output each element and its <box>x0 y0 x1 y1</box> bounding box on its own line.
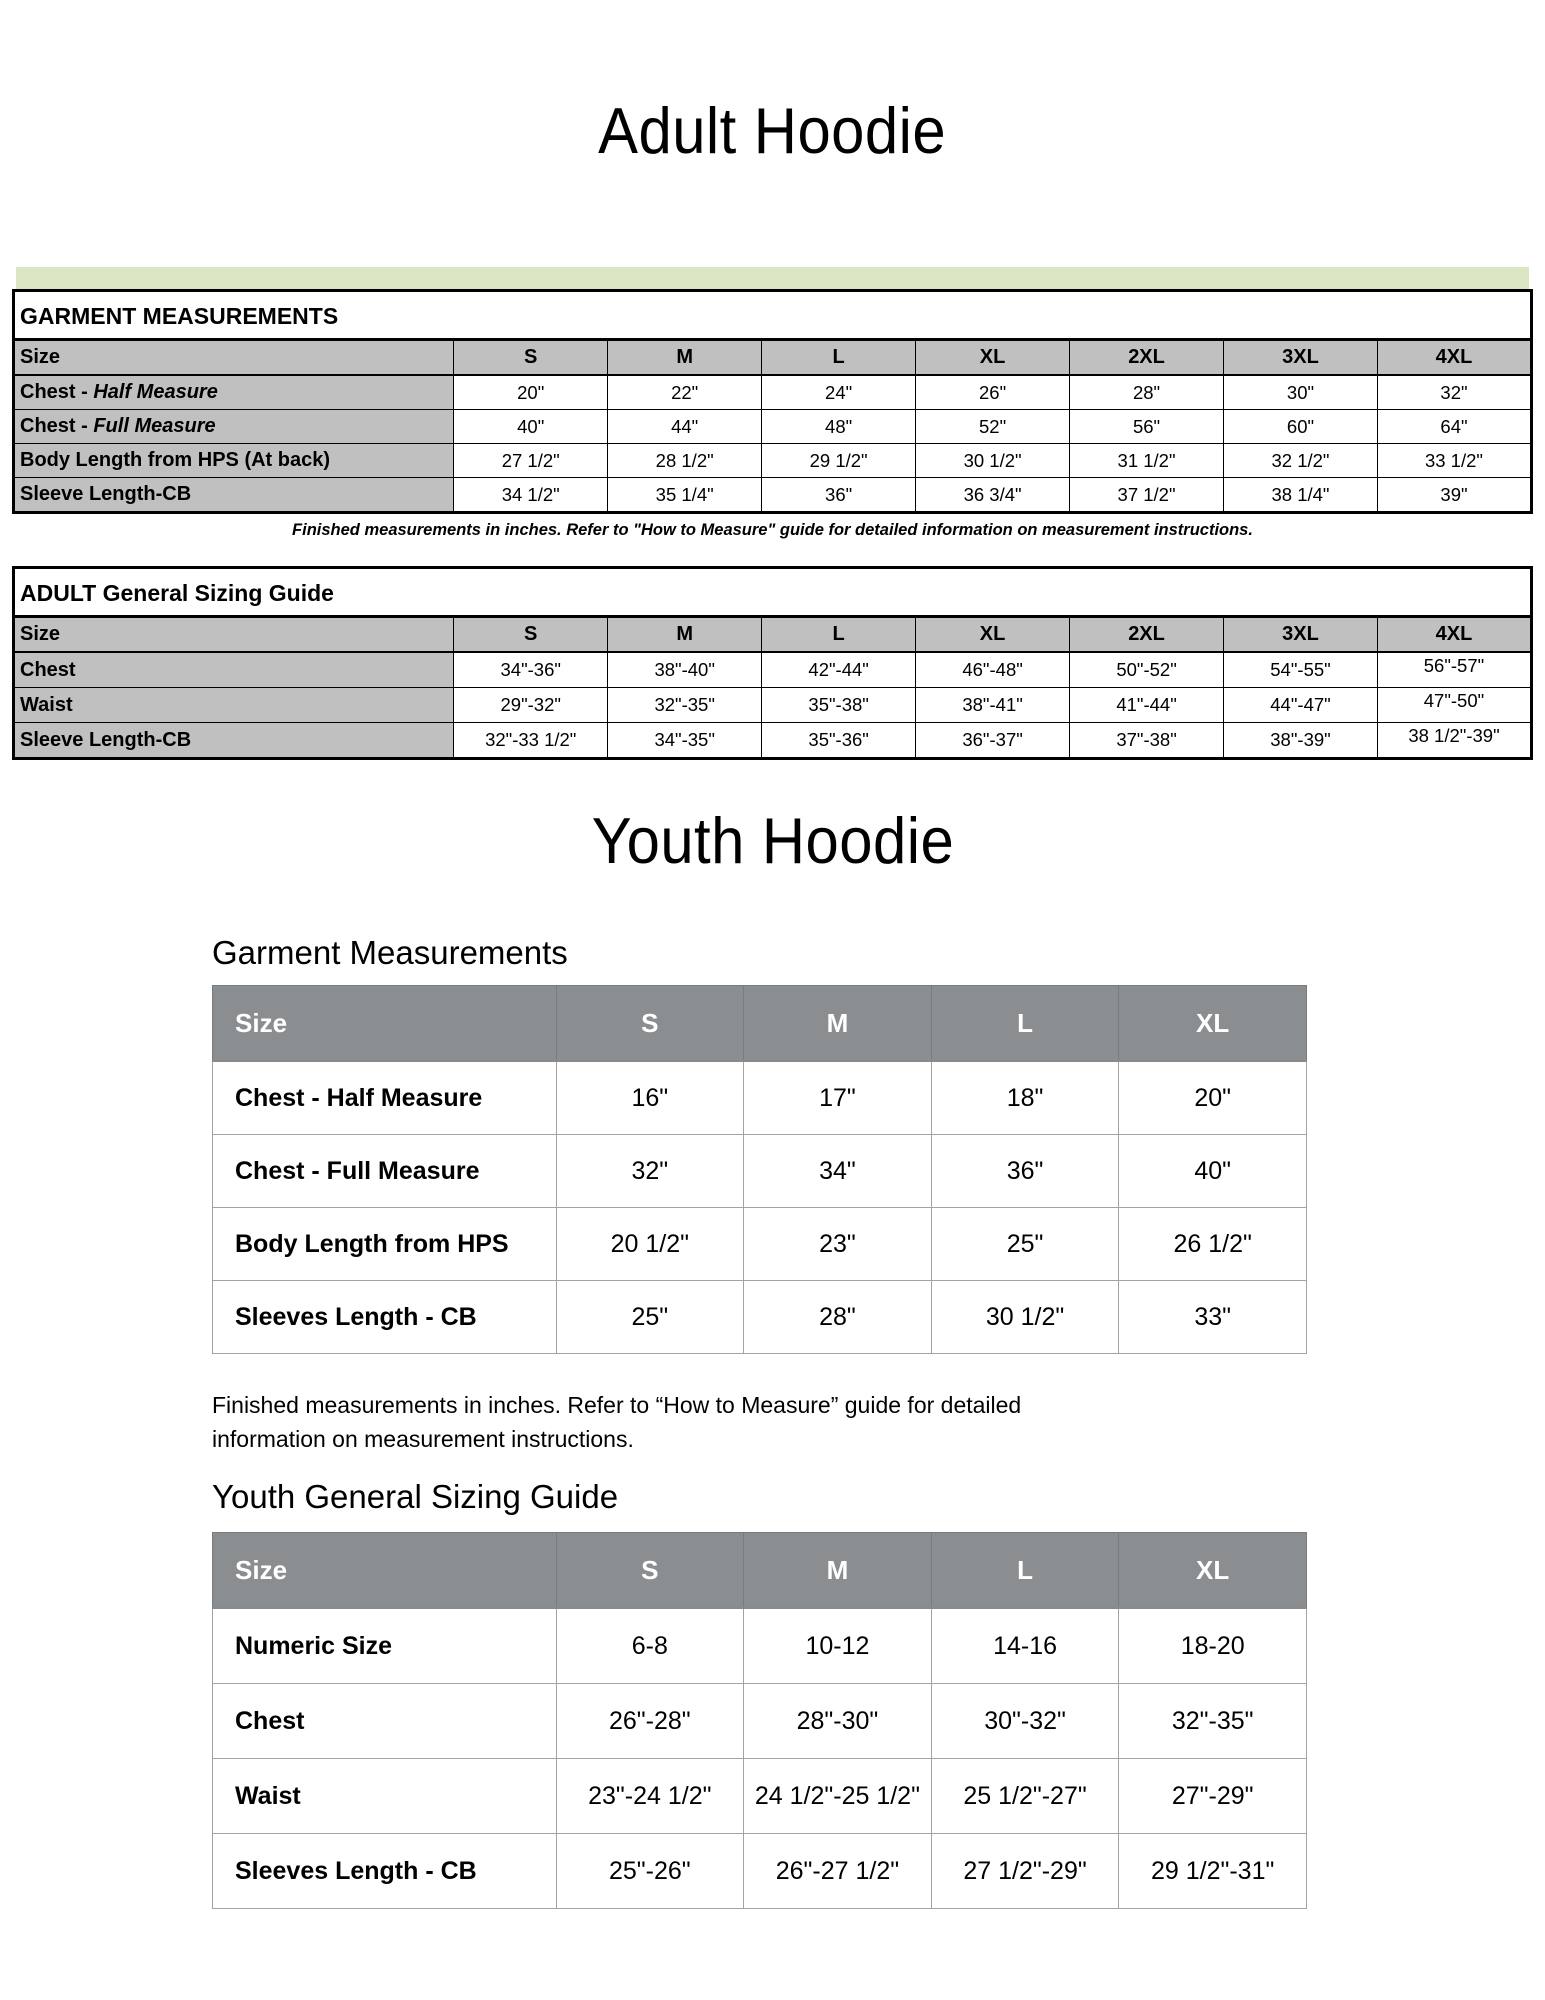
row-label-text: Sleeve Length-CB <box>20 728 192 751</box>
measurement-cell: 24 1/2"-25 1/2" <box>744 1759 932 1834</box>
measurement-cell: 16" <box>556 1061 744 1135</box>
table-row <box>213 1834 1307 1909</box>
measurement-cell: 30" <box>1224 375 1378 410</box>
row-label-cell <box>213 1759 557 1834</box>
measurement-cell: 32"-33 1/2" <box>454 723 608 759</box>
measurement-cell: 42"-44" <box>762 652 916 688</box>
measurement-cell: 56"-57" <box>1377 652 1531 688</box>
table-row <box>213 1759 1307 1834</box>
measurement-cell: 30 1/2" <box>916 444 1070 478</box>
measurement-cell: 41"-44" <box>1070 688 1224 723</box>
measurement-cell: 33" <box>1119 1281 1307 1354</box>
measurement-cell: 25" <box>931 1208 1119 1281</box>
row-label-text: Chest - Half Measure <box>235 1083 483 1112</box>
size-header-row <box>14 340 1532 376</box>
size-header-cell: XL <box>1119 1533 1307 1609</box>
size-header-label: Size <box>14 617 454 653</box>
measurement-cell: 23" <box>744 1208 932 1281</box>
measurement-cell: 26"-27 1/2" <box>744 1834 932 1909</box>
measurement-cell: 44" <box>608 410 762 444</box>
table-row <box>213 1684 1307 1759</box>
row-label-text: Chest <box>20 658 76 681</box>
measurement-cell: 64" <box>1377 410 1531 444</box>
measurement-cell: 25"-26" <box>556 1834 744 1909</box>
size-header-cell: S <box>556 1533 744 1609</box>
measurement-cell: 52" <box>916 410 1070 444</box>
row-label-prefix: Chest - <box>20 415 94 437</box>
row-label-text: Sleeves Length - CB <box>235 1856 477 1885</box>
table-title: GARMENT MEASUREMENTS <box>14 291 1532 340</box>
measurement-cell: 32 1/2" <box>1224 444 1378 478</box>
row-label-text: Body Length from HPS (At back) <box>20 449 331 471</box>
size-header-cell: S <box>556 986 744 1062</box>
row-label-cell <box>213 1834 557 1909</box>
measurement-cell: 30"-32" <box>931 1684 1119 1759</box>
table-title: ADULT General Sizing Guide <box>14 568 1532 617</box>
measurement-cell: 28"-30" <box>744 1684 932 1759</box>
measurement-cell: 36" <box>931 1135 1119 1208</box>
measurement-cell: 28 1/2" <box>608 444 762 478</box>
measurement-cell: 38"-39" <box>1224 723 1378 759</box>
measurement-cell: 35"-36" <box>762 723 916 759</box>
measurement-cell: 26 1/2" <box>1119 1208 1307 1281</box>
row-label-text: Sleeves Length - CB <box>235 1302 477 1331</box>
size-header-cell: S <box>454 617 608 653</box>
measurement-cell: 32"-35" <box>608 688 762 723</box>
measurement-cell: 32"-35" <box>1119 1684 1307 1759</box>
measurement-cell: 24" <box>762 375 916 410</box>
table-row <box>14 652 1532 688</box>
row-label-text: Chest <box>235 1706 305 1735</box>
adult-garment-footnote: Finished measurements in inches. Refer to "How to Measure" guide for detailed information on measurement instructions. <box>292 521 1253 539</box>
table-row <box>213 1135 1307 1208</box>
measurement-cell: 32" <box>556 1135 744 1208</box>
measurement-cell: 28" <box>744 1281 932 1354</box>
measurement-cell: 29 1/2"-31" <box>1119 1834 1307 1909</box>
row-label-text: Numeric Size <box>235 1631 393 1660</box>
measurement-cell: 29 1/2" <box>762 444 916 478</box>
measurement-cell: 20" <box>1119 1061 1307 1135</box>
size-header-cell: M <box>744 986 932 1062</box>
table-row <box>14 688 1532 723</box>
row-label-cell <box>213 1281 557 1354</box>
youth-general-sizing-guide-heading: Youth General Sizing Guide <box>212 1478 619 1515</box>
size-header-cell: XL <box>1119 986 1307 1062</box>
row-label-text: Body Length from HPS <box>235 1229 509 1258</box>
measurement-cell: 39" <box>1377 478 1531 513</box>
size-header-label: Size <box>213 986 557 1062</box>
row-label-cell <box>213 1608 557 1684</box>
measurement-cell: 20 1/2" <box>556 1208 744 1281</box>
measurement-cell: 28" <box>1070 375 1224 410</box>
measurement-cell: 31 1/2" <box>1070 444 1224 478</box>
size-header-cell: L <box>931 1533 1119 1609</box>
row-label-cell <box>14 688 454 723</box>
measurement-cell: 20" <box>454 375 608 410</box>
measurement-cell: 34"-35" <box>608 723 762 759</box>
measurement-cell: 33 1/2" <box>1377 444 1531 478</box>
measurement-cell: 25 1/2"-27" <box>931 1759 1119 1834</box>
adult-hoodie-title <box>0 0 1545 170</box>
table-row <box>14 375 1532 410</box>
youth-hoodie-title <box>0 802 1545 880</box>
measurement-cell: 34"-36" <box>454 652 608 688</box>
measurement-cell: 10-12 <box>744 1608 932 1684</box>
size-header-cell: 3XL <box>1224 340 1378 376</box>
size-header-cell: L <box>762 340 916 376</box>
row-label-prefix: Chest - <box>20 381 94 403</box>
measurement-cell: 26" <box>916 375 1070 410</box>
table-row <box>213 1608 1307 1684</box>
measurement-cell: 18-20 <box>1119 1608 1307 1684</box>
row-label-text: Waist <box>20 693 73 716</box>
size-header-label: Size <box>14 340 454 376</box>
row-label-text: Chest - Full Measure <box>235 1156 480 1185</box>
size-header-row <box>213 986 1307 1062</box>
youth-hoodie-title-text: Youth Hoodie <box>591 804 954 877</box>
row-label-cell <box>213 1208 557 1281</box>
measurement-cell: 38 1/4" <box>1224 478 1378 513</box>
measurement-cell: 18" <box>931 1061 1119 1135</box>
row-label-italic: Full Measure <box>93 415 216 437</box>
row-label-cell <box>14 444 454 478</box>
size-header-cell: 4XL <box>1377 340 1531 376</box>
table-row <box>14 410 1532 444</box>
measurement-cell: 30 1/2" <box>931 1281 1119 1354</box>
size-header-cell: XL <box>916 617 1070 653</box>
row-label-cell <box>213 1061 557 1135</box>
size-header-cell: M <box>608 340 762 376</box>
measurement-cell: 40" <box>454 410 608 444</box>
measurement-cell: 38 1/2"-39" <box>1377 723 1531 759</box>
measurement-cell: 35"-38" <box>762 688 916 723</box>
table-row <box>14 478 1532 513</box>
row-label-cell <box>14 652 454 688</box>
size-header-cell: M <box>608 617 762 653</box>
row-label-cell <box>213 1135 557 1208</box>
measurement-cell: 27 1/2"-29" <box>931 1834 1119 1909</box>
measurement-cell: 6-8 <box>556 1608 744 1684</box>
row-label-cell <box>14 723 454 759</box>
measurement-cell: 37 1/2" <box>1070 478 1224 513</box>
measurement-cell: 38"-40" <box>608 652 762 688</box>
adult-general-sizing-guide-table <box>12 566 1533 760</box>
size-header-cell: XL <box>916 340 1070 376</box>
row-label-italic: Half Measure <box>93 381 218 403</box>
size-header-cell: L <box>762 617 916 653</box>
youth-garment-measurements-table <box>212 985 1307 1354</box>
row-label-cell <box>14 410 454 444</box>
adult-garment-measurements-table <box>12 289 1533 514</box>
measurement-cell: 47"-50" <box>1377 688 1531 723</box>
measurement-cell: 34" <box>744 1135 932 1208</box>
measurement-cell: 50"-52" <box>1070 652 1224 688</box>
row-label-cell <box>14 478 454 513</box>
size-header-cell: 2XL <box>1070 617 1224 653</box>
measurement-cell: 56" <box>1070 410 1224 444</box>
table-title-row <box>14 568 1532 617</box>
size-header-cell: 3XL <box>1224 617 1378 653</box>
measurement-cell: 38"-41" <box>916 688 1070 723</box>
green-divider-bar <box>16 267 1529 289</box>
measurement-cell: 26"-28" <box>556 1684 744 1759</box>
size-header-label: Size <box>213 1533 557 1609</box>
youth-garment-footnote: Finished measurements in inches. Refer to “How to Measure” guide for detailed information on measurement instructions. <box>212 1392 1022 1452</box>
adult-hoodie-title-text: Adult Hoodie <box>598 94 947 167</box>
youth-general-sizing-guide-table <box>212 1532 1307 1909</box>
size-header-cell: L <box>931 986 1119 1062</box>
table-row <box>213 1208 1307 1281</box>
measurement-cell: 17" <box>744 1061 932 1135</box>
measurement-cell: 29"-32" <box>454 688 608 723</box>
table-row <box>213 1281 1307 1354</box>
measurement-cell: 27"-29" <box>1119 1759 1307 1834</box>
size-header-row <box>213 1533 1307 1609</box>
youth-garment-measurements-heading: Garment Measurements <box>212 934 568 971</box>
row-label-cell <box>213 1684 557 1759</box>
size-header-row <box>14 617 1532 653</box>
measurement-cell: 48" <box>762 410 916 444</box>
measurement-cell: 36"-37" <box>916 723 1070 759</box>
size-header-cell: 4XL <box>1377 617 1531 653</box>
measurement-cell: 25" <box>556 1281 744 1354</box>
measurement-cell: 34 1/2" <box>454 478 608 513</box>
measurement-cell: 23"-24 1/2" <box>556 1759 744 1834</box>
measurement-cell: 22" <box>608 375 762 410</box>
measurement-cell: 46"-48" <box>916 652 1070 688</box>
measurement-cell: 14-16 <box>931 1608 1119 1684</box>
size-header-cell: S <box>454 340 608 376</box>
row-label-text: Sleeve Length-CB <box>20 483 192 505</box>
measurement-cell: 44"-47" <box>1224 688 1378 723</box>
measurement-cell: 54"-55" <box>1224 652 1378 688</box>
table-title-row <box>14 291 1532 340</box>
size-header-cell: M <box>744 1533 932 1609</box>
row-label-text: Waist <box>235 1781 301 1810</box>
measurement-cell: 27 1/2" <box>454 444 608 478</box>
measurement-cell: 60" <box>1224 410 1378 444</box>
table-row <box>14 444 1532 478</box>
measurement-cell: 36" <box>762 478 916 513</box>
measurement-cell: 32" <box>1377 375 1531 410</box>
measurement-cell: 35 1/4" <box>608 478 762 513</box>
measurement-cell: 40" <box>1119 1135 1307 1208</box>
measurement-cell: 36 3/4" <box>916 478 1070 513</box>
row-label-cell <box>14 375 454 410</box>
table-row <box>14 723 1532 759</box>
table-row <box>213 1061 1307 1135</box>
size-header-cell: 2XL <box>1070 340 1224 376</box>
measurement-cell: 37"-38" <box>1070 723 1224 759</box>
